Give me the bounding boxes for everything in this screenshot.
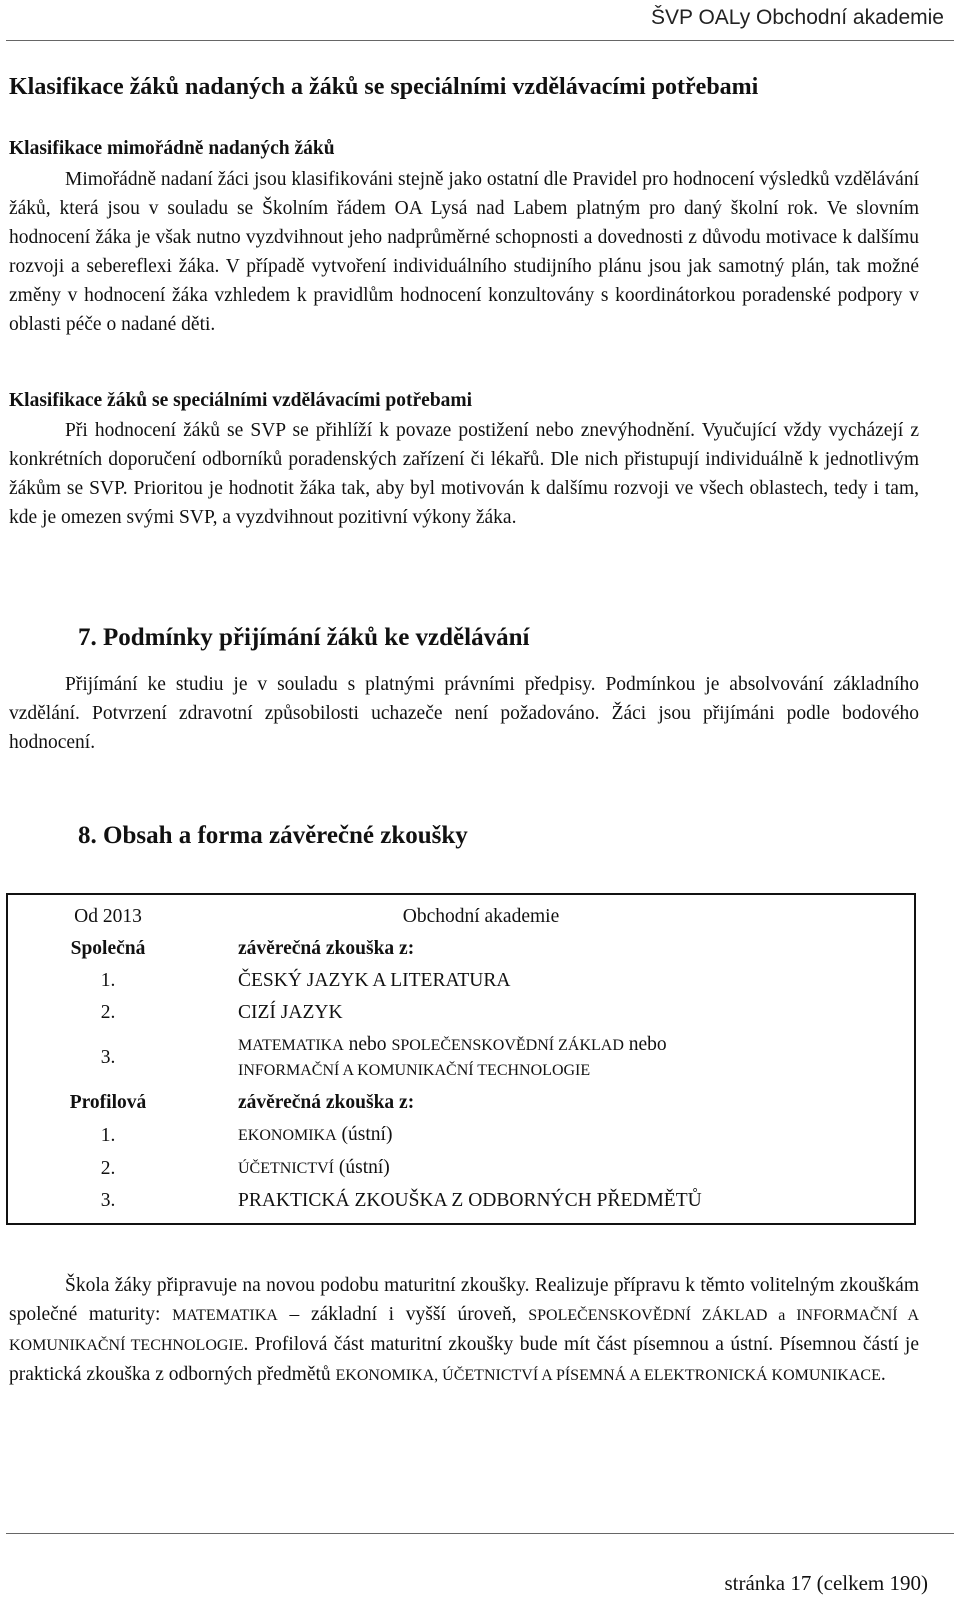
closing-subject: MATEMATIKA xyxy=(172,1307,278,1324)
row-number: 2. xyxy=(100,1157,116,1179)
row-number: 2. xyxy=(100,1002,116,1023)
subject-name: CIZÍ JAZYK xyxy=(238,1002,343,1023)
profile-exam-heading: závěrečná zkouška z: xyxy=(238,1092,415,1113)
subheading-gifted: Klasifikace mimořádně nadaných žáků xyxy=(9,138,335,159)
subject-name: EKONOMIKA xyxy=(238,1127,337,1144)
closing-text: – základní i vyšší úroveň, xyxy=(277,1304,529,1325)
paragraph-svp: Při hodnocení žáků se SVP se přihlíží k povaze postižení nebo znevýhodnění. Vyučující vždy vycházejí z konkrétních doporučení odborníků poradenských zařízení či lékařů. Dle nich přistupují individuálně k jednotlivým žákům se SVP. Prioritou je hodnotit žáka tak, aby byl motivován k dalšímu rozvoji ve všech oblastech, tedy i tam, kde je omezen svými SVP, a vyzdvihnout pozitivní výkony žáka. xyxy=(9,420,919,528)
closing-subject: SPOLEČENSKOVĚDNÍ ZÁKLAD xyxy=(528,1307,768,1324)
table-row xyxy=(7,1087,915,1119)
subject-name: ÚČETNICTVÍ xyxy=(238,1160,334,1177)
row-number: 3. xyxy=(100,1190,116,1211)
subject-name: PRAKTICKÁ ZKOUŠKA Z ODBORNÝCH PŘEDMĚTŮ xyxy=(238,1190,702,1211)
common-exam-heading: závěrečná zkouška z: xyxy=(238,938,415,959)
table-row xyxy=(7,1029,915,1087)
chapter-title-8: 8. Obsah a forma závěrečné zkoušky xyxy=(78,822,468,849)
conjunction: nebo xyxy=(628,1034,667,1055)
exam-form-note: (ústní) xyxy=(338,1157,390,1178)
subject-options xyxy=(208,1029,915,1087)
table-header-row xyxy=(7,894,915,933)
exam-form-note: (ústní) xyxy=(341,1124,393,1145)
page-number: stránka 17 (celkem 190) xyxy=(724,1571,928,1595)
closing-text: . Profilová část maturitní zkoušky bude mít část písemnou a ústní. Písemnou částí je praktická zkouška z odborných předmětů xyxy=(9,1334,920,1385)
conjunction: nebo xyxy=(348,1034,387,1055)
paragraph-admission: Přijímání ke studiu je v souladu s platnými právními předpisy. Podmínkou je absolvování základního vzdělání. Potvrzení zdravotní způsobilosti uchazeče není požadováno. Žáci jsou přijímáni podle bodového hodnocení. xyxy=(9,674,919,753)
table-row xyxy=(7,1119,915,1152)
subject-cell xyxy=(208,1152,915,1185)
chapter-title-7: 7. Podmínky přijímání žáků ke vzdělávání xyxy=(78,624,530,651)
closing-text: a xyxy=(767,1307,797,1324)
table-row xyxy=(7,933,915,965)
row-number: 3. xyxy=(100,1047,116,1068)
common-exam-label: Společná xyxy=(70,938,146,959)
subject-name: INFORMAČNÍ A KOMUNIKAČNÍ TECHNOLOGIE xyxy=(238,1062,591,1079)
subject-name: MATEMATIKA xyxy=(238,1037,344,1054)
closing-subject: INFORMAČNÍ A KOMUNIKAČNÍ TECHNOLOGIE xyxy=(9,1307,920,1354)
table-header-year: Od 2013 xyxy=(74,906,142,927)
subject-name: ČESKÝ JAZYK A LITERATURA xyxy=(238,970,511,991)
subject-cell xyxy=(208,1119,915,1152)
subject-name: SPOLEČENSKOVĚDNÍ ZÁKLAD xyxy=(391,1037,624,1054)
subheading-svp: Klasifikace žáků se speciálními vzdělávacími potřebami xyxy=(9,390,473,411)
table-row xyxy=(7,1185,915,1224)
section-title-classification: Klasifikace žáků nadaných a žáků se speciálními vzdělávacími potřebami xyxy=(9,74,759,100)
closing-text: . xyxy=(880,1364,886,1385)
table-row xyxy=(7,1152,915,1185)
running-header: ŠVP OALy Obchodní akademie xyxy=(650,6,944,29)
closing-text: Škola žáky připravuje na novou podobu maturitní zkoušky. Realizuje přípravu k těmto volitelným zkouškám společné maturity: xyxy=(9,1275,919,1325)
table-header-school: Obchodní akademie xyxy=(402,906,560,927)
row-number: 1. xyxy=(100,1124,116,1146)
header-divider xyxy=(6,40,954,41)
table-row xyxy=(7,965,915,997)
closing-subject: EKONOMIKA, ÚČETNICTVÍ A PÍSEMNÁ A ELEKTRONICKÁ KOMUNIKACE xyxy=(335,1367,881,1384)
profile-exam-label: Profilová xyxy=(69,1092,147,1113)
paragraph-closing xyxy=(9,1271,919,1390)
exam-table xyxy=(6,893,916,1225)
paragraph-gifted: Mimořádně nadaní žáci jsou klasifikováni stejně jako ostatní dle Pravidel pro hodnocení výsledků vzdělávání žáků, která jsou v souladu se Školním řádem OA Lysá nad Labem platným pro daný školní rok. Ve slovním hodnocení žáka je však nutno vyzdvihnout jeho nadprůměrné schopnosti a dovednosti z důvodu motivace k dalšímu rozvoji a sebereflexi žáka. V případě vytvoření individuálního studijního plánu jsou jak samotný plán, tak možné změny v hodnocení žáka vzhledem k pravidlům hodnocení konzultovány s koordinátorkou poradenské podpory v oblasti péče o nadané děti. xyxy=(9,169,919,335)
table-row xyxy=(7,997,915,1029)
footer-divider xyxy=(6,1533,954,1534)
row-number: 1. xyxy=(100,970,116,991)
